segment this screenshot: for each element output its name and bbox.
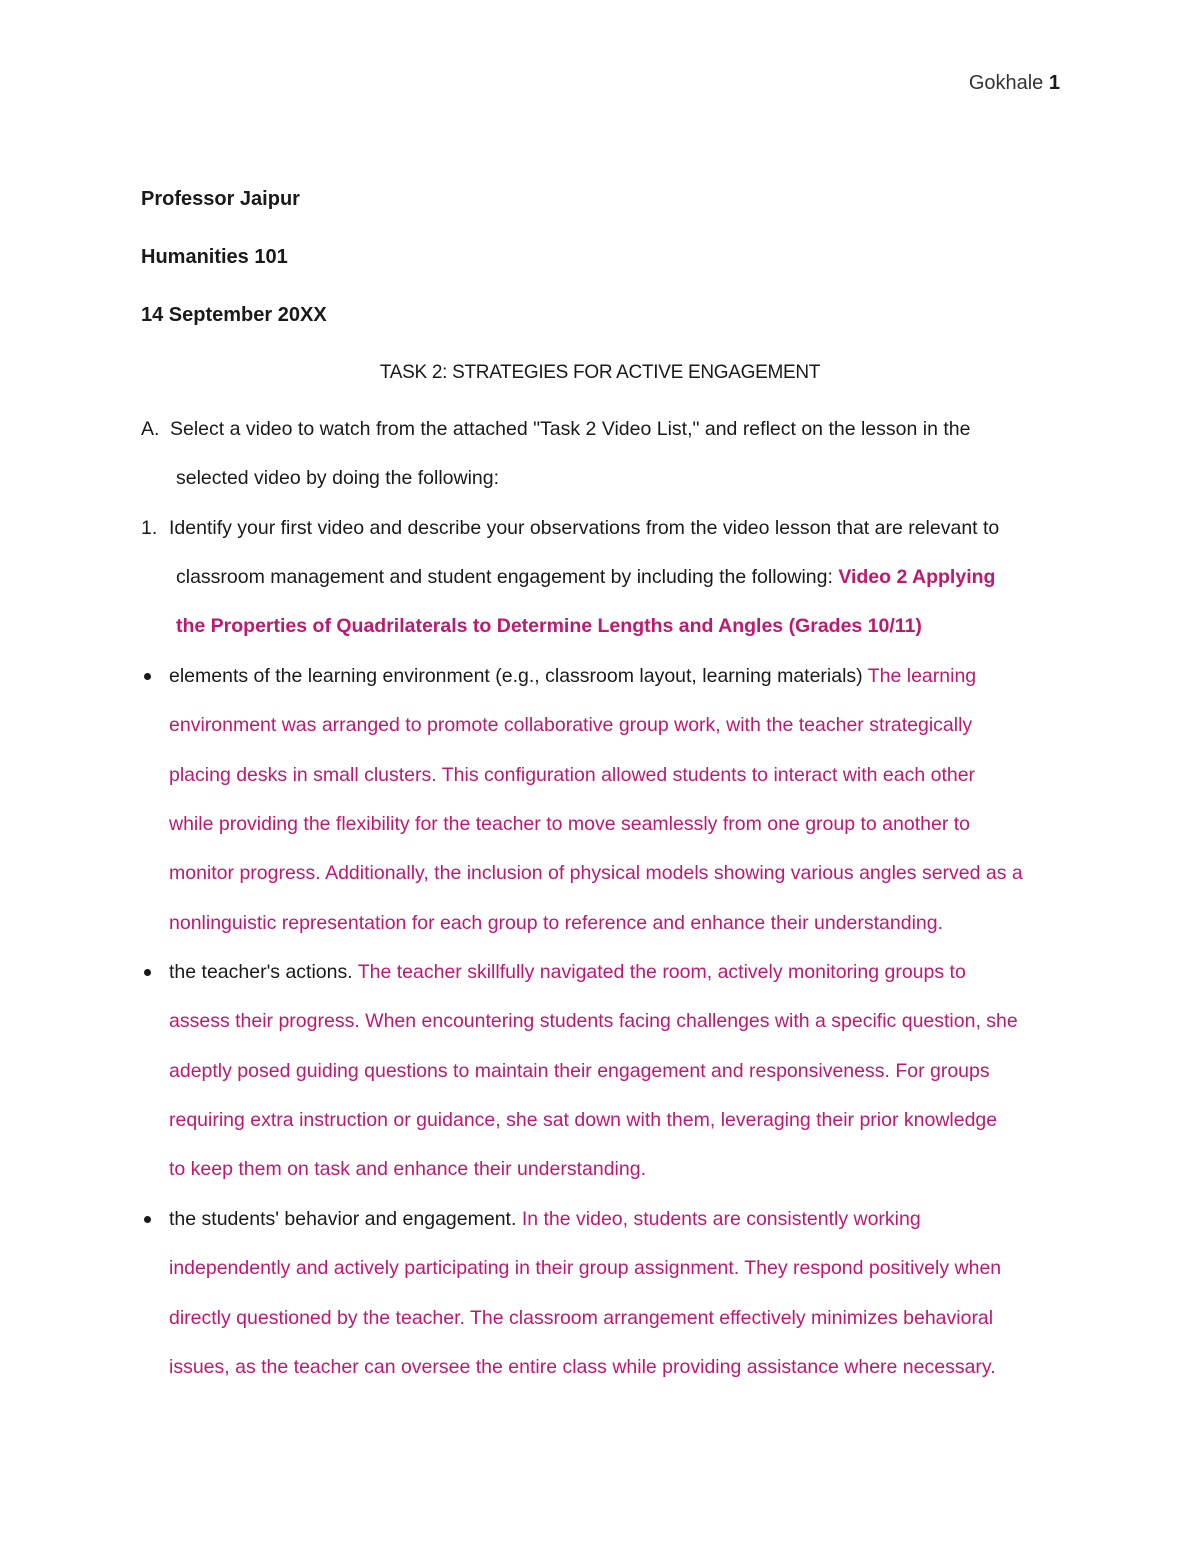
bullet-3-line-4 bbox=[169, 1354, 996, 1380]
bullet-2-line-5 bbox=[169, 1156, 646, 1182]
bullet-response-text: The learning bbox=[867, 665, 977, 687]
bullet-response-text: directly questioned by the teacher. The classroom arrangement effectively minimizes behavioral bbox=[169, 1307, 994, 1329]
bullet-2-line-3 bbox=[169, 1058, 990, 1084]
bullet-response-text: assess their progress. When encountering students facing challenges with a specific question, she bbox=[169, 1010, 1018, 1032]
bullet-1-line-6 bbox=[169, 910, 943, 936]
bullet-response-text: to keep them on task and enhance their understanding. bbox=[169, 1158, 646, 1180]
bullet-response-text: placing desks in small clusters. This configuration allowed students to interact with each other bbox=[169, 764, 976, 786]
bullet-response-text: environment was arranged to promote collaborative group work, with the teacher strategically bbox=[169, 714, 973, 736]
bullet-marker bbox=[144, 1216, 151, 1223]
bullet-prompt-text: the teacher's actions. bbox=[169, 961, 358, 983]
item-1-line-1: Identify your first video and describe your observations from the video lesson that are relevant to bbox=[169, 517, 1000, 539]
bullet-3-line-2 bbox=[169, 1255, 1001, 1281]
bullet-3-line-3 bbox=[169, 1305, 993, 1331]
document-date: 14 September 20XX bbox=[141, 304, 327, 326]
video-title-part-2: the Properties of Quadrilaterals to Determine Lengths and Angles (Grades 10/11) bbox=[176, 615, 922, 637]
bullet-prompt-text: the students' behavior and engagement. bbox=[169, 1208, 522, 1230]
bullet-marker bbox=[144, 969, 151, 976]
bullet-1-line-4 bbox=[169, 811, 970, 837]
bullet-response-text: In the video, students are consistently working bbox=[521, 1208, 921, 1230]
bullet-response-text: requiring extra instruction or guidance, she sat down with them, leveraging their prior knowledge bbox=[169, 1109, 998, 1131]
bullet-2-line-1 bbox=[169, 959, 966, 985]
header-page-number: 1 bbox=[1048, 72, 1060, 94]
section-a-marker: A. bbox=[141, 418, 160, 440]
item-1-line-2 bbox=[176, 564, 995, 590]
page-header bbox=[969, 72, 1060, 95]
bullet-response-text: nonlinguistic representation for each group to reference and enhance their understanding. bbox=[169, 912, 944, 934]
bullet-response-text: monitor progress. Additionally, the inclusion of physical models showing various angles served as a bbox=[169, 862, 1023, 884]
bullet-response-text: adeptly posed guiding questions to maintain their engagement and responsiveness. For groups bbox=[169, 1060, 990, 1082]
section-a-line-2: selected video by doing the following: bbox=[176, 467, 500, 489]
bullet-2-line-2 bbox=[169, 1008, 1018, 1034]
bullet-1-line-5 bbox=[169, 860, 1023, 886]
course-name: Humanities 101 bbox=[141, 246, 288, 268]
bullet-3-line-1 bbox=[169, 1206, 921, 1232]
page-title: TASK 2: STRATEGIES FOR ACTIVE ENGAGEMENT bbox=[379, 362, 821, 383]
item-1-marker: 1. bbox=[141, 517, 158, 539]
bullet-1-line-3 bbox=[169, 762, 975, 788]
bullet-response-text: issues, as the teacher can oversee the entire class while providing assistance where necessary. bbox=[169, 1356, 996, 1378]
bullet-response-text: The teacher skillfully navigated the room, actively monitoring groups to bbox=[357, 961, 966, 983]
header-author: Gokhale bbox=[968, 72, 1044, 94]
section-a-line-1: Select a video to watch from the attached "Task 2 Video List," and reflect on the lesson in the bbox=[170, 418, 971, 440]
bullet-1-line-1 bbox=[169, 663, 976, 689]
item-1-line-2-text: classroom management and student engagement by including the following: bbox=[176, 566, 839, 588]
bullet-prompt-text: elements of the learning environment (e.g., classroom layout, learning materials) bbox=[169, 665, 868, 687]
professor-name: Professor Jaipur bbox=[141, 188, 300, 210]
video-title-part-1: Video 2 Applying bbox=[838, 566, 996, 588]
bullet-response-text: independently and actively participating in their group assignment. They respond positively when bbox=[169, 1257, 1002, 1279]
bullet-marker bbox=[144, 673, 151, 680]
bullet-2-line-4 bbox=[169, 1107, 997, 1133]
bullet-response-text: while providing the flexibility for the teacher to move seamlessly from one group to another to bbox=[169, 813, 970, 835]
bullet-1-line-2 bbox=[169, 712, 972, 738]
